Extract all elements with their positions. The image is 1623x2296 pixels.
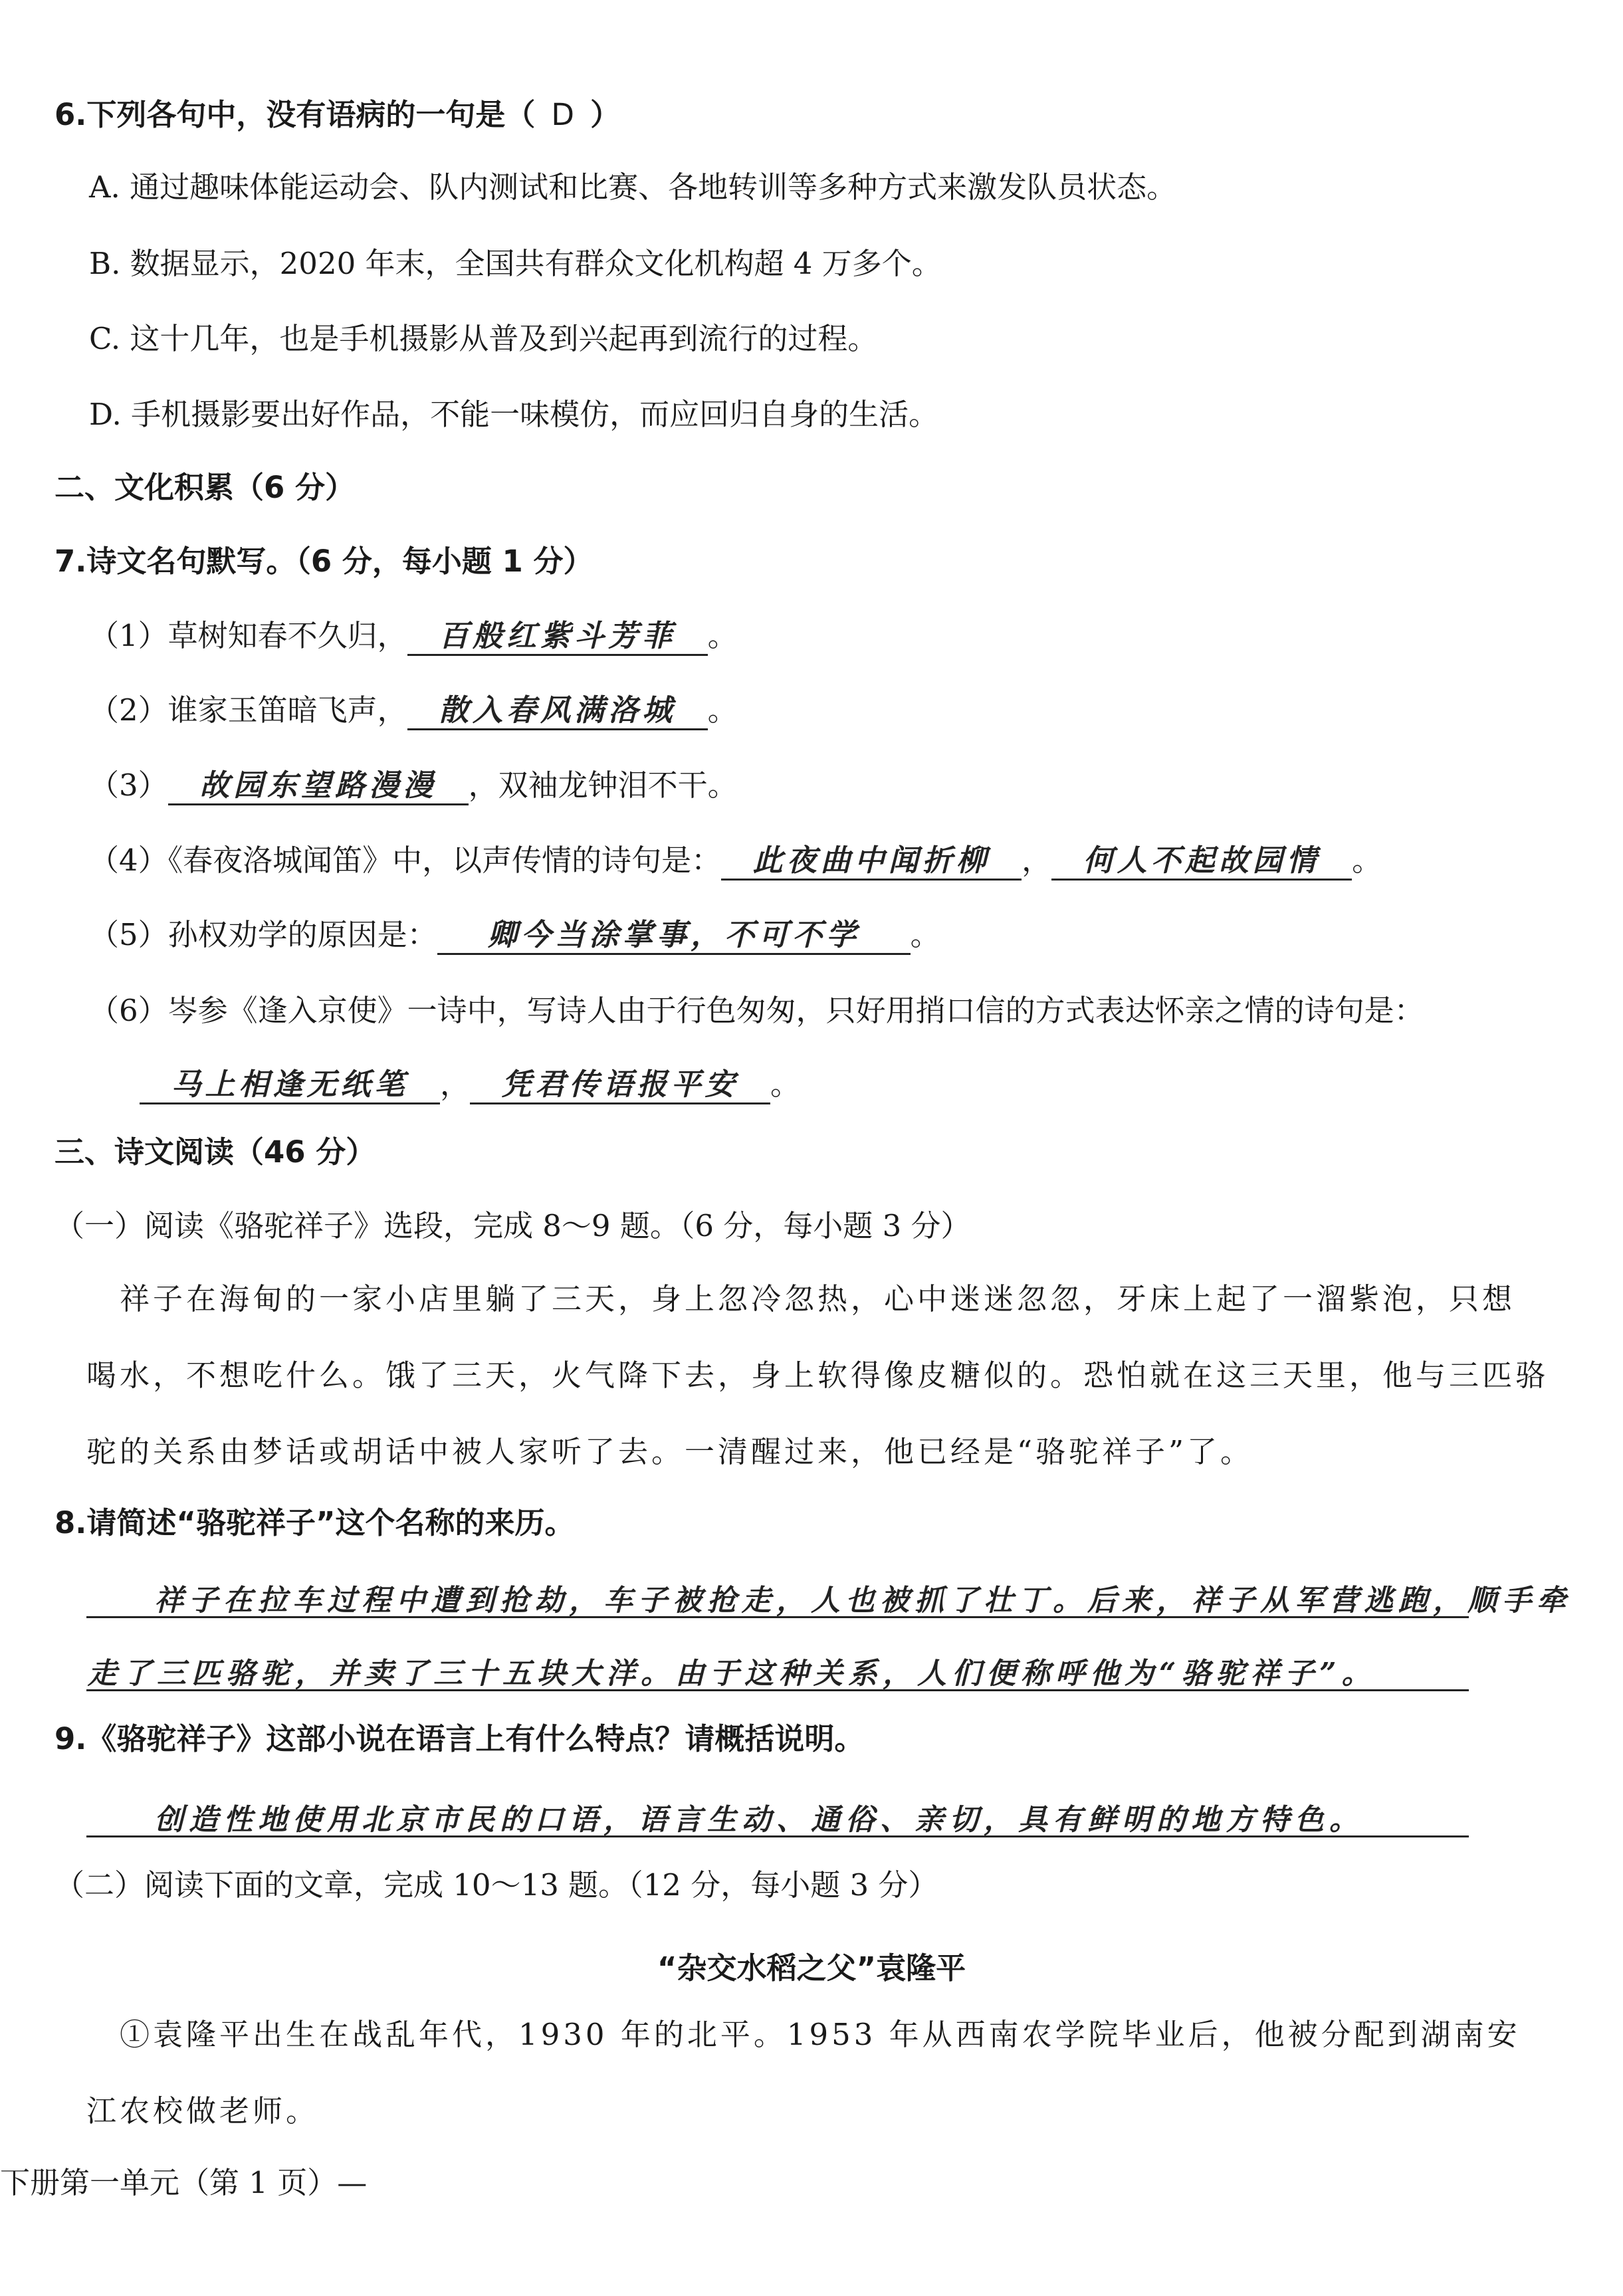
q8-answer-rule-2	[86, 1689, 1469, 1691]
passage-1-line-3: 驼的关系由梦话或胡话中被人家听了去。一清醒过来，他已经是“骆驼祥子”了。	[86, 1434, 1254, 1469]
article-line-1: ①袁隆平出生在战乱年代，1930 年的北平。1953 年从西南农学院毕业后，他被分配到湖南安	[120, 2017, 1521, 2052]
article-line-2: 江农校做老师。	[86, 2093, 320, 2129]
q7-item-1-answer: 百般红紫斗芳菲	[407, 618, 708, 656]
q6-option-c: C. 这十几年，也是手机摄影从普及到兴起再到流行的过程。	[89, 321, 878, 356]
part-2-intro: （二）阅读下面的文章，完成 10～13 题。（12 分，每小题 3 分）	[54, 1867, 938, 1903]
q7-item-4: （4）《春夜洛城闻笛》中，以声传情的诗句是： 此夜曲中闻折柳 ， 何人不起故园情 。	[89, 843, 1382, 881]
q7-item-2: （2）谁家玉笛暗飞声， 散入春风满洛城 。	[89, 692, 738, 730]
q7-item-5: （5）孙权劝学的原因是： 卿今当涂掌事，不可不学 。	[89, 917, 940, 955]
q8-stem: 8.请简述“骆驼祥子”这个名称的来历。	[54, 1505, 575, 1540]
q6-option-d: D. 手机摄影要出好作品，不能一味模仿，而应回归自身的生活。	[89, 397, 939, 432]
q6-option-b: B. 数据显示，2020 年末，全国共有群众文化机构超 4 万多个。	[89, 246, 942, 281]
q9-answer-rule-1	[86, 1835, 1469, 1837]
q7-item-6-answers: 马上相逢无纸笔 ， 凭君传语报平安 。	[140, 1067, 800, 1104]
q7-item-3-answer: 故园东望路漫漫	[168, 768, 469, 805]
q9-answer-line-1: 创造性地使用北京市民的口语，语言生动、通俗、亲切，具有鲜明的地方特色。	[154, 1803, 1364, 1837]
q7-stem: 7.诗文名句默写。（6 分，每小题 1 分）	[54, 544, 594, 579]
q9-stem: 9.《骆驼祥子》这部小说在语言上有什么特点？请概括说明。	[54, 1721, 865, 1756]
article-title: “杂交水稻之父”袁隆平	[657, 1950, 966, 1986]
q7-item-4-answer-2: 何人不起故园情	[1051, 843, 1352, 881]
q7-item-3: （3） 故园东望路漫漫 ，双袖龙钟泪不干。	[89, 768, 738, 805]
q6-option-a: A. 通过趣味体能运动会、队内测试和比赛、各地转训等多种方式来激发队员状态。	[89, 169, 1177, 205]
part-1-intro: （一）阅读《骆驼祥子》选段，完成 8～9 题。（6 分，每小题 3 分）	[54, 1208, 971, 1243]
q7-item-5-answer: 卿今当涂掌事，不可不学	[437, 917, 911, 955]
q6-stem: 6.下列各句中，没有语病的一句是（ D ）	[54, 97, 621, 132]
q7-item-1: （1）草树知春不久归， 百般红紫斗芳菲 。	[89, 618, 738, 656]
q7-item-6: （6）岑参《逢入京使》一诗中，写诗人由于行色匆匆，只好用捎口信的方式表达怀亲之情的诗句是：	[89, 993, 1424, 1028]
q7-item-6-answer-1: 马上相逢无纸笔	[140, 1067, 440, 1104]
section-3-heading: 三、诗文阅读（46 分）	[54, 1134, 376, 1170]
page-footer: 下册第一单元（第 1 页）—	[0, 2165, 368, 2200]
q6-answer: D	[551, 97, 575, 132]
q8-answer-line-1: 祥子在拉车过程中遭到抢劫，车子被抢走，人也被抓了壮丁。后来，祥子从军营逃跑，顺手牵	[154, 1584, 1571, 1618]
q8-answer-line-2: 走了三匹骆驼，并卖了三十五块大洋。由于这种关系，人们便称呼他为“骆驼祥子”。	[88, 1657, 1376, 1691]
q7-item-4-answer-1: 此夜曲中闻折柳	[721, 843, 1022, 881]
q7-item-2-answer: 散入春风满洛城	[407, 692, 708, 730]
q7-item-6-answer-2: 凭君传语报平安	[470, 1067, 770, 1104]
section-2-heading: 二、文化积累（6 分）	[54, 470, 355, 505]
passage-1-line-1: 祥子在海甸的一家小店里躺了三天，身上忽冷忽热，心中迷迷忽忽，牙床上起了一溜紫泡，只想	[120, 1281, 1516, 1316]
q8-answer-rule-1	[86, 1616, 1469, 1618]
passage-1-line-2: 喝水，不想吃什么。饿了三天，火气降下去，身上软得像皮糖似的。恐怕就在这三天里，他与三匹骆	[86, 1358, 1549, 1393]
